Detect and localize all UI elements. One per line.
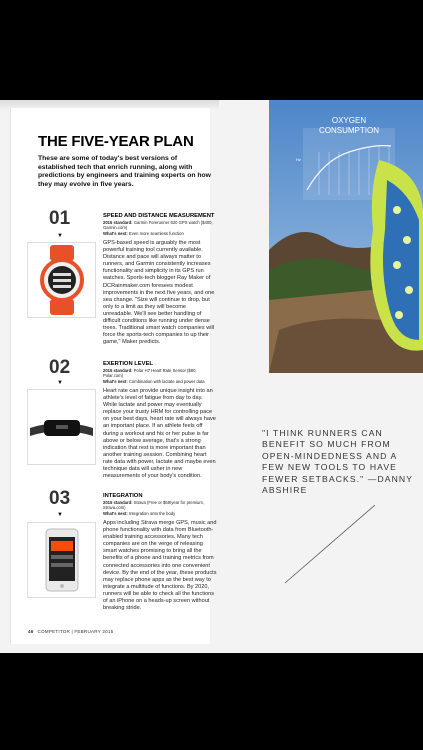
section-title-1: SPEED AND DISTANCE MEASUREMENT [103,213,215,219]
phone-icon [28,523,95,597]
runner-shoe-photo [269,100,423,373]
publication-line: COMPETITOR | FEBRUARY 2015 [37,629,114,634]
polar-sensor-image [27,389,96,465]
section-body-1: GPS-based speed is arguably the most powerful training tool currently available. Distance and pace will always matter to runners, and Garmin consistently increases functionality and simplicity in its GPS run watches. Sports-tech blogger Ray Maker of DCRainmaker.com foresees modest improvements in the next five years, and one sea change. "Size will continue to drop, but only to a limit as they will become unreadable. We'll see better handling of difficult conditions like running under dense trees. Traditional smart watch companies will force the sports-tech companies to up their game," Maker predicts. [103,240,215,346]
triangle-down-icon: ▼ [57,512,63,518]
garmin-watch-image [27,242,96,318]
photo-axis-label: Hz [296,157,301,162]
decorative-diagonal-line [280,505,380,585]
section-meta-3: 2015 standard: Strava (Free or $59/year for premium, Strava.com) What's next: Integration onto the body [103,500,205,516]
strava-phone-image [27,522,96,598]
section-title-3: INTEGRATION [103,493,143,499]
section-meta-1: 2015 standard: Garmin Forerunner 620 GPS watch ($400, Garmin.com) What's next: Even more seamless function [103,220,213,236]
page-number: 46 [28,629,34,634]
section-meta-2: 2015 standard: Polar H7 Heart Rate Sensor ($80, Polar.com) What's next: Combination with lactate and power data [103,368,205,384]
section-number-1: 01 [49,208,71,229]
triangle-down-icon: ▼ [57,233,63,239]
photo-label-line-2: CONSUMPTION [319,126,379,135]
heart-rate-strap-icon [28,390,95,464]
section-number-3: 03 [49,488,71,509]
section-number-2: 02 [49,357,71,378]
pull-quote: "I THINK RUNNERS CAN BENEFIT SO MUCH FROM OPEN-MINDEDNESS AND A FEW NEW TOOLS TO HAVE FEWER SETBACKS." —DANNY ABSHIRE [262,428,413,496]
shoe-illustration [269,100,423,373]
triangle-down-icon: ▼ [57,380,63,386]
page-title: THE FIVE-YEAR PLAN [38,133,194,150]
section-body-3: Apps including Strava merge GPS, music and phone functionality with data from Bluetooth-enabled training accessories. Many tech companies are on the verge of releasing smart watches promising to bring all the benefits of a phone and training metrics from connected accessories into one convenient device. By the end of the year, these products may replace phone apps as the best way to integrate a multitude of functions. By 2020, runners will be able to check all the functions of an iPhone on a heads-up screen without breaking stride. [103,520,217,612]
intro-text: These are some of today's best versions of established tech that enrich running, along with predictions by engineers and training experts on how they may evolve in five years. [38,155,211,188]
section-title-2: EXERTION LEVEL [103,361,153,367]
watch-icon [28,243,95,317]
photo-label-line-1: OXYGEN [331,116,367,125]
section-body-2: Heart rate can provide unique insight into an athlete's level of fatigue from day to day. While lactate and power may eventually replace your trusty HRM for controlling pace on your best days, heart rate will always have an important place. If an athlete feels off during a workout and his or her pulse is far above or below average, that's a strong indication that rest is more important than another training session. Combining heart rate data with power, lactate and maybe even technique data will usher in new measurements of your body's condition. [103,388,216,480]
page-footer [28,629,113,634]
